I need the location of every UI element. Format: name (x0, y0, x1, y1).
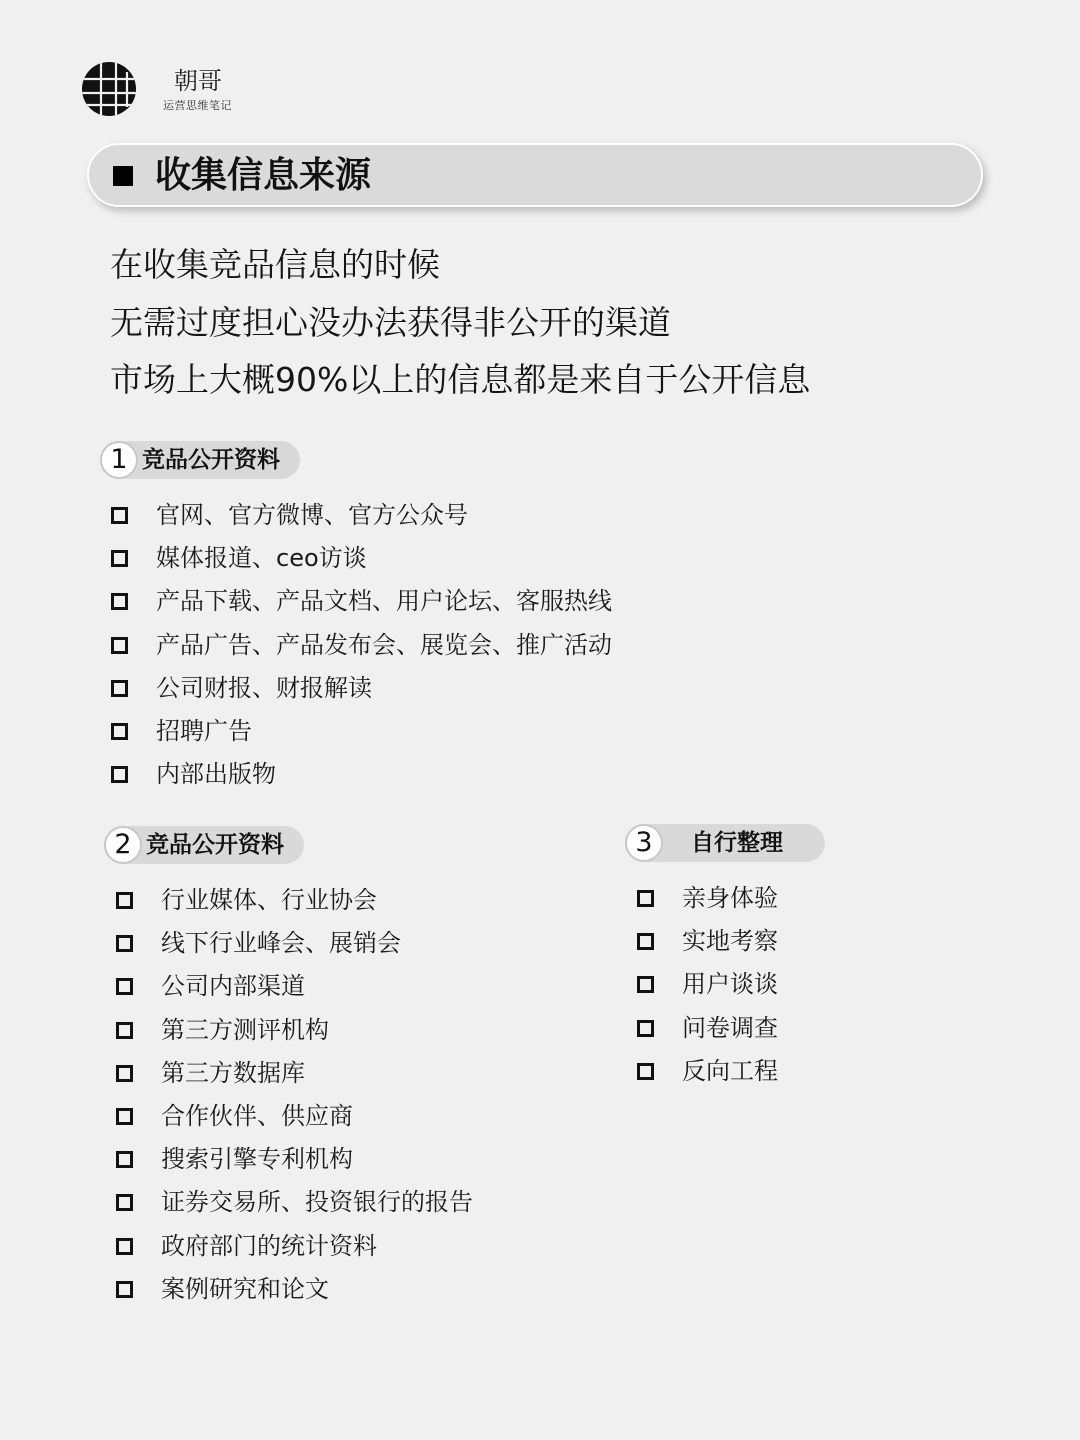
brand-logo (82, 62, 136, 116)
list-item-label: 反向工程 (682, 1056, 778, 1085)
checkbox-icon (111, 680, 128, 697)
checkbox-icon (116, 1238, 133, 1255)
group-title: 竞品公开资料 (142, 447, 280, 473)
list-item-label: 公司财报、财报解读 (156, 673, 372, 702)
list-item-label: 媒体报道、ceo访谈 (156, 544, 367, 573)
list-item-label: 问卷调查 (682, 1013, 778, 1042)
checkbox-icon (111, 723, 128, 740)
list-item-label: 内部出版物 (156, 760, 276, 789)
list-item-label: 亲身体验 (682, 884, 778, 912)
square-bullet-icon (113, 166, 133, 186)
checkbox-icon (111, 550, 128, 567)
checkbox-icon (637, 1020, 654, 1037)
checkbox-icon (116, 1281, 133, 1298)
list-item-label: 合作伙伴、供应商 (161, 1101, 353, 1130)
intro-line: 无需过度担心没办法获得非公开的渠道 (110, 302, 671, 342)
list-item-label: 搜索引擎专利机构 (161, 1145, 353, 1174)
section-title: 收集信息来源 (155, 155, 372, 196)
checkbox-icon (111, 507, 128, 524)
list-item-label: 招聘广告 (156, 716, 252, 745)
group-number: 2 (104, 826, 142, 864)
checkbox-icon (111, 766, 128, 783)
list-item-label: 政府部门的统计资料 (161, 1231, 377, 1260)
list-item-label: 线下行业峰会、展销会 (161, 929, 401, 958)
checkbox-icon (116, 1151, 133, 1168)
brand-subtitle: 运营思维笔记 (163, 99, 232, 112)
checkbox-icon (116, 1194, 133, 1211)
group-number: 1 (100, 441, 138, 479)
list-item-label: 案例研究和论文 (161, 1274, 329, 1303)
group-1-heading (100, 441, 300, 479)
group-number: 3 (625, 824, 663, 862)
list-item-label: 公司内部渠道 (161, 972, 305, 1001)
checkbox-icon (116, 1065, 133, 1082)
checkbox-icon (111, 593, 128, 610)
checkbox-icon (116, 892, 133, 909)
checkbox-icon (116, 978, 133, 995)
checkbox-icon (637, 1063, 654, 1080)
list-item-label: 产品广告、产品发布会、展览会、推广活动 (156, 630, 612, 659)
list-item-label: 行业媒体、行业协会 (161, 886, 377, 914)
brand-name: 朝哥 (174, 67, 222, 95)
section-header (87, 143, 983, 207)
group-title: 竞品公开资料 (146, 832, 284, 858)
checkbox-icon (637, 890, 654, 907)
checkbox-icon (116, 1022, 133, 1039)
list-item-label: 证券交易所、投资银行的报告 (161, 1188, 473, 1217)
checkbox-icon (116, 1108, 133, 1125)
checkbox-icon (637, 976, 654, 993)
intro-text (110, 236, 810, 409)
intro-line: 市场上大概90%以上的信息都是来自于公开信息 (110, 360, 811, 399)
list-item-label: 产品下载、产品文档、用户论坛、客服热线 (156, 587, 612, 616)
group-3-heading (625, 824, 825, 862)
intro-line: 在收集竞品信息的时候 (110, 245, 440, 284)
globe-grid-icon (82, 62, 136, 116)
list-item-label: 第三方数据库 (161, 1058, 305, 1087)
checkbox-icon (116, 935, 133, 952)
list-item-label: 第三方测评机构 (161, 1015, 329, 1044)
checkbox-icon (637, 933, 654, 950)
list-item-label: 实地考察 (682, 927, 778, 956)
group-2-heading (104, 826, 304, 864)
checkbox-icon (111, 637, 128, 654)
list-item-label: 官网、官方微博、官方公众号 (156, 501, 468, 529)
list-item-label: 用户谈谈 (682, 970, 778, 999)
group-title: 自行整理 (691, 830, 783, 856)
